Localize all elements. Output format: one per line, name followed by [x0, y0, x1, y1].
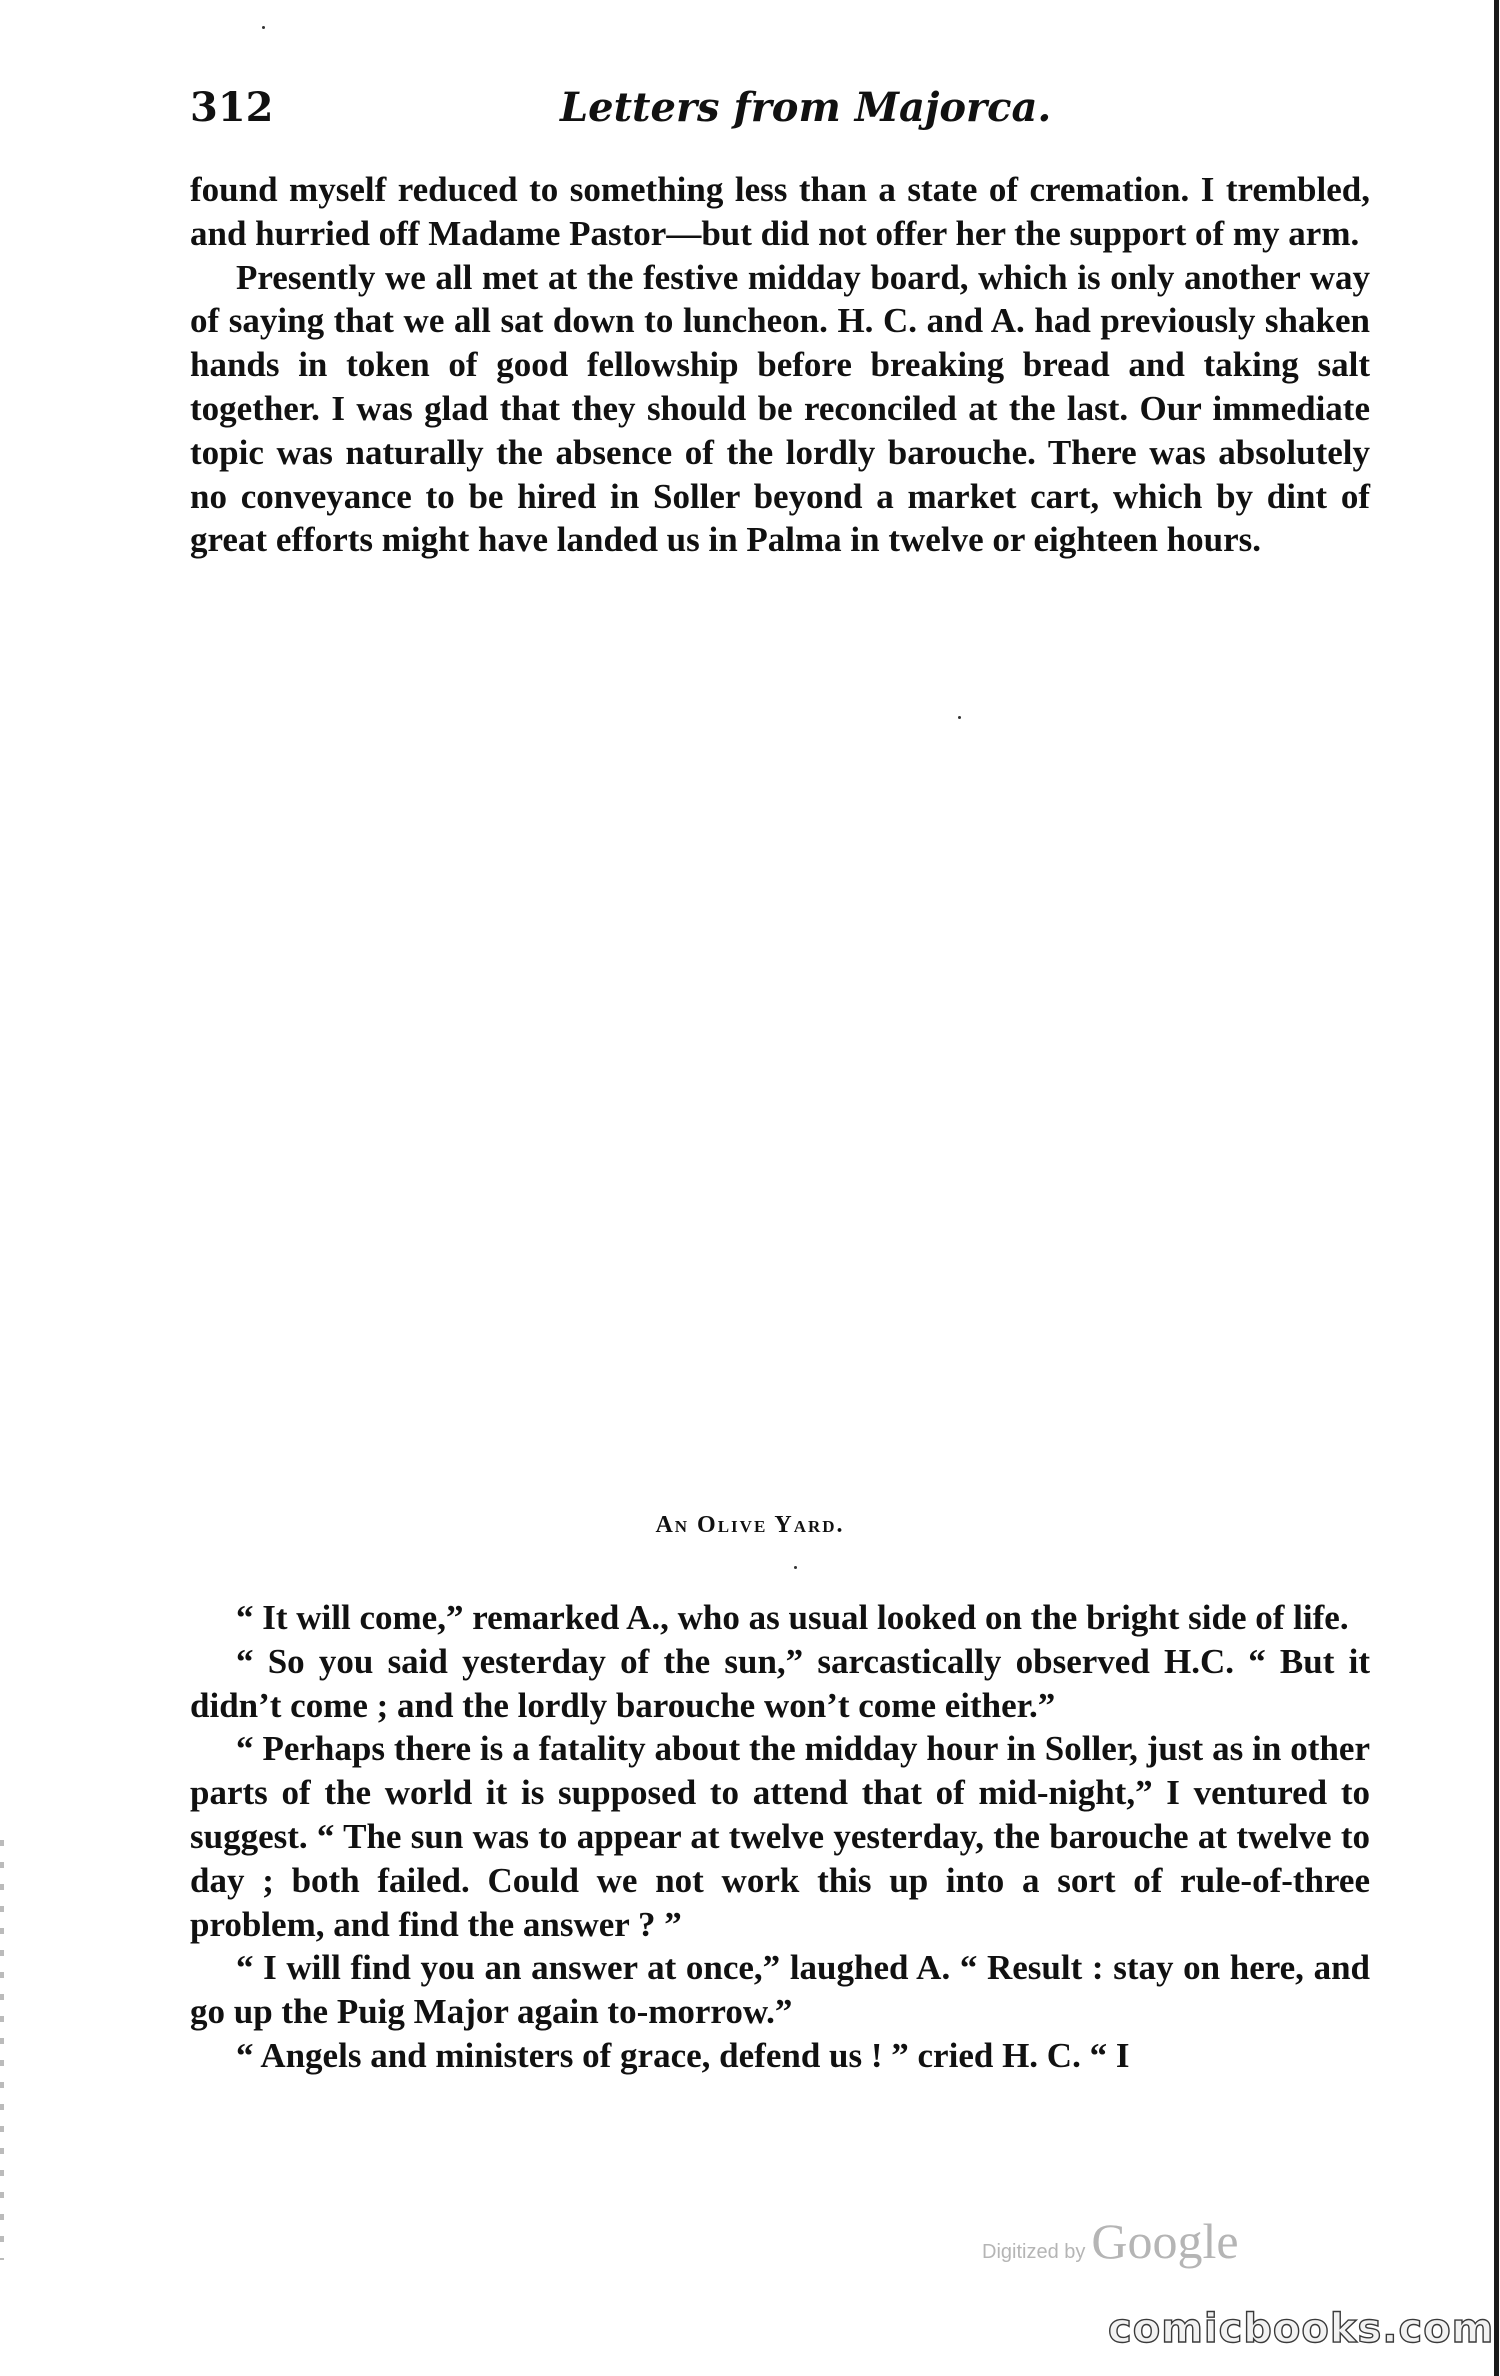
running-head: Letters from Majorca.: [560, 84, 1052, 131]
paragraph: “ So you said yesterday of the sun,” sarcastically observed H.C. “ But it didn’t come ; and the lordly barouche won’t come either.”: [190, 1641, 1370, 1725]
body-text-bottom: [190, 1596, 1370, 2078]
paragraph: “ It will come,” remarked A., who as usual looked on the bright side of life.: [236, 1598, 1349, 1637]
illustration-caption: An Olive Yard.: [655, 1512, 845, 1538]
speck-mark: [958, 716, 961, 719]
speck-mark: [794, 1566, 797, 1569]
paragraph: “ I will find you an answer at once,” laughed A. “ Result : stay on here, and go up the Puig Major again to-morrow.”: [190, 1948, 1370, 2032]
speck-mark: [262, 26, 265, 29]
paragraph: found myself reduced to something less than a state of cremation. I trembled, and hurried off Madame Pastor—but did not offer her the support of my arm.: [190, 170, 1370, 253]
paragraph: “ Angels and ministers of grace, defend us ! ” cried H. C. “ I: [236, 2035, 1130, 2075]
body-text-top: [190, 168, 1370, 562]
digitized-by-text: Digitized by: [982, 2241, 1086, 2263]
scan-edge-right: [1494, 0, 1499, 2376]
paragraph: “ Perhaps there is a fatality about the midday hour in Soller, just as in other parts of the world it is supposed to attend that of mid-night,” I ventured to suggest. “ The sun was to appear at twelve yesterday, the barouche at twelve to day ; both failed. Could we not work this up into a sort of rule-of-three problem, and find the answer ? ”: [190, 1729, 1370, 1944]
google-watermark: [982, 2212, 1239, 2270]
google-logo-text: Google: [1091, 2213, 1239, 2269]
site-watermark: comicbooks.com: [1108, 2306, 1495, 2352]
illustration-area: [190, 720, 1370, 1500]
scan-edge-left: [0, 1840, 4, 2260]
paragraph: Presently we all met at the festive midday board, which is only another way of saying that we all sat down to luncheon. H. C. and A. had previously shaken hands in token of good fellowship before breaking bread and taking salt together. I was glad that they should be reconciled at the last. Our immediate topic was naturally the absence of the lordly barouche. There was absolutely no conveyance to be hired in Soller beyond a market cart, which by dint of great efforts might have landed us in Palma in twelve or eighteen hours.: [190, 257, 1370, 560]
page-number: 312: [190, 84, 274, 131]
